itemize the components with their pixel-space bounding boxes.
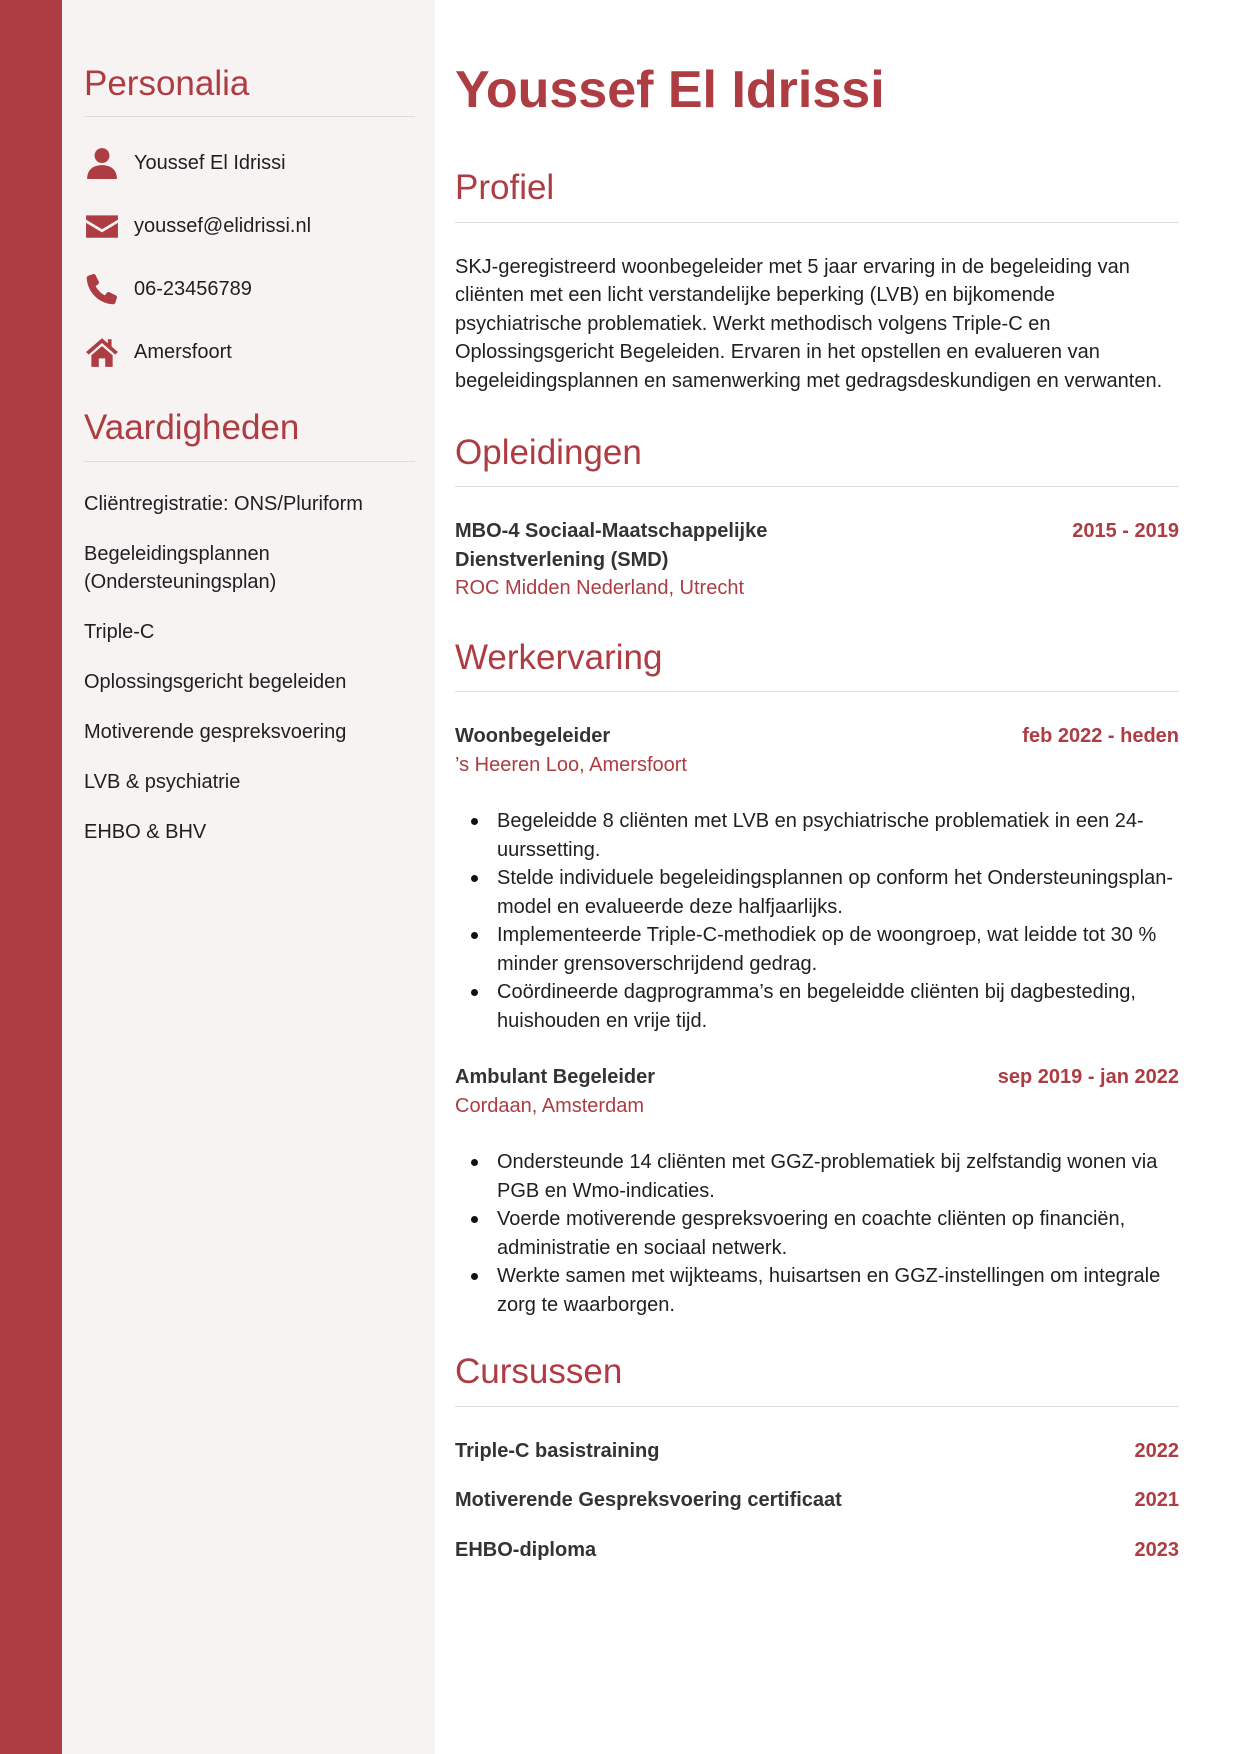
job-bullets — [455, 1148, 1179, 1319]
course-title: EHBO-diploma — [455, 1538, 597, 1561]
skill-item: Triple-C — [84, 620, 155, 643]
skill-item: Cliëntregistratie: ONS/Pluriform — [84, 492, 363, 515]
envelope-icon — [84, 208, 120, 244]
course-title: Triple-C basistraining — [455, 1439, 660, 1462]
contact-location — [84, 334, 415, 370]
contact-list — [84, 145, 415, 370]
skill-item: Motiverende gespreksvoering — [84, 720, 347, 743]
skill-item: Oplossingsgericht begeleiden — [84, 670, 347, 693]
course-year: 2023 — [1134, 1538, 1179, 1561]
home-icon — [84, 334, 120, 370]
job-bullet: Implementeerde Triple-C-methodiek op de woongroep, wat leidde tot 30 % minder grensoverschrijdend gedrag. — [455, 921, 1179, 978]
job-bullets — [455, 807, 1179, 1035]
job-bullet: Coördineerde dagprogramma’s en begeleidde cliënten bij dagbesteding, huishouden en vrije tijd. — [455, 978, 1179, 1035]
education-section — [455, 434, 1179, 603]
contact-name-text: Youssef El Idrissi — [134, 151, 286, 174]
job-entry — [455, 722, 1179, 1035]
education-title: MBO-4 Sociaal-Maatschappelijke Dienstverlening (SMD) — [455, 520, 768, 571]
work-section — [455, 639, 1179, 1320]
contact-phone — [84, 271, 415, 307]
course-year: 2022 — [1134, 1439, 1179, 1462]
education-school: ROC Midden Nederland, Utrecht — [455, 577, 745, 600]
contact-email-text: youssef@elidrissi.nl — [134, 214, 312, 237]
job-date: feb 2022 - heden — [1022, 725, 1179, 748]
skill-list — [84, 490, 415, 846]
job-title: Woonbegeleider — [455, 725, 611, 748]
contact-phone-text: 06-23456789 — [134, 277, 252, 300]
job-bullet: Stelde individuele begeleidingsplannen op conform het Ondersteuningsplan-model en evalueerde deze halfjaarlijks. — [455, 864, 1179, 921]
job-bullet: Ondersteunde 14 cliënten met GGZ-problematiek bij zelfstandig wonen via PGB en Wmo-indicaties. — [455, 1148, 1179, 1205]
work-heading: Werkervaring — [455, 639, 1179, 693]
job-employer: Cordaan, Amsterdam — [455, 1094, 644, 1117]
course-title: Motiverende Gespreksvoering certificaat — [455, 1489, 842, 1512]
contact-location-text: Amersfoort — [134, 340, 232, 363]
education-entry — [455, 517, 1179, 603]
user-icon — [84, 145, 120, 181]
course-entry — [455, 1486, 1179, 1515]
job-entry — [455, 1063, 1179, 1319]
profile-heading: Profiel — [455, 169, 1179, 223]
main-content — [435, 0, 1241, 1754]
job-bullet: Begeleidde 8 cliënten met LVB en psychiatrische problematiek in een 24-uurssetting. — [455, 807, 1179, 864]
contact-email — [84, 208, 415, 244]
personalia-heading: Personalia — [84, 64, 415, 117]
course-entry — [455, 1437, 1179, 1466]
skill-item: EHBO & BHV — [84, 820, 207, 843]
skill-item: Begeleidingsplannen (Ondersteuningsplan) — [84, 542, 277, 593]
education-date: 2015 - 2019 — [1072, 520, 1179, 543]
phone-icon — [84, 271, 120, 307]
courses-heading: Cursussen — [455, 1353, 1179, 1407]
job-bullet: Werkte samen met wijkteams, huisartsen en GGZ-instellingen om integrale zorg te waarborgen. — [455, 1262, 1179, 1319]
contact-name — [84, 145, 415, 181]
course-year: 2021 — [1134, 1489, 1179, 1512]
sidebar — [62, 0, 435, 1754]
courses-section — [455, 1353, 1179, 1564]
job-bullet: Voerde motiverende gespreksvoering en coachte cliënten op financiën, administratie en sociaal netwerk. — [455, 1205, 1179, 1262]
accent-stripe — [0, 0, 62, 1754]
profile-text: SKJ-geregistreerd woonbegeleider met 5 jaar ervaring in de begeleiding van cliënten met een licht verstandelijke beperking (LVB) en bijkomende psychiatrische problematiek. Werkt methodisch volgens Triple-C en Oplossingsgericht Begeleiden. Ervaren in het opstellen en evalueren van begeleidingsplannen en samenwerking met gedragsdeskundigen en verwanten. — [455, 255, 1163, 393]
skill-item: LVB & psychiatrie — [84, 770, 241, 793]
job-date: sep 2019 - jan 2022 — [997, 1066, 1179, 1089]
education-heading: Opleidingen — [455, 434, 1179, 488]
candidate-name: Youssef El Idrissi — [455, 61, 885, 119]
skills-heading: Vaardigheden — [84, 408, 415, 461]
job-employer: ’s Heeren Loo, Amersfoort — [455, 753, 687, 776]
profile-section — [455, 169, 1179, 395]
job-title: Ambulant Begeleider — [455, 1066, 656, 1089]
course-entry — [455, 1536, 1179, 1565]
